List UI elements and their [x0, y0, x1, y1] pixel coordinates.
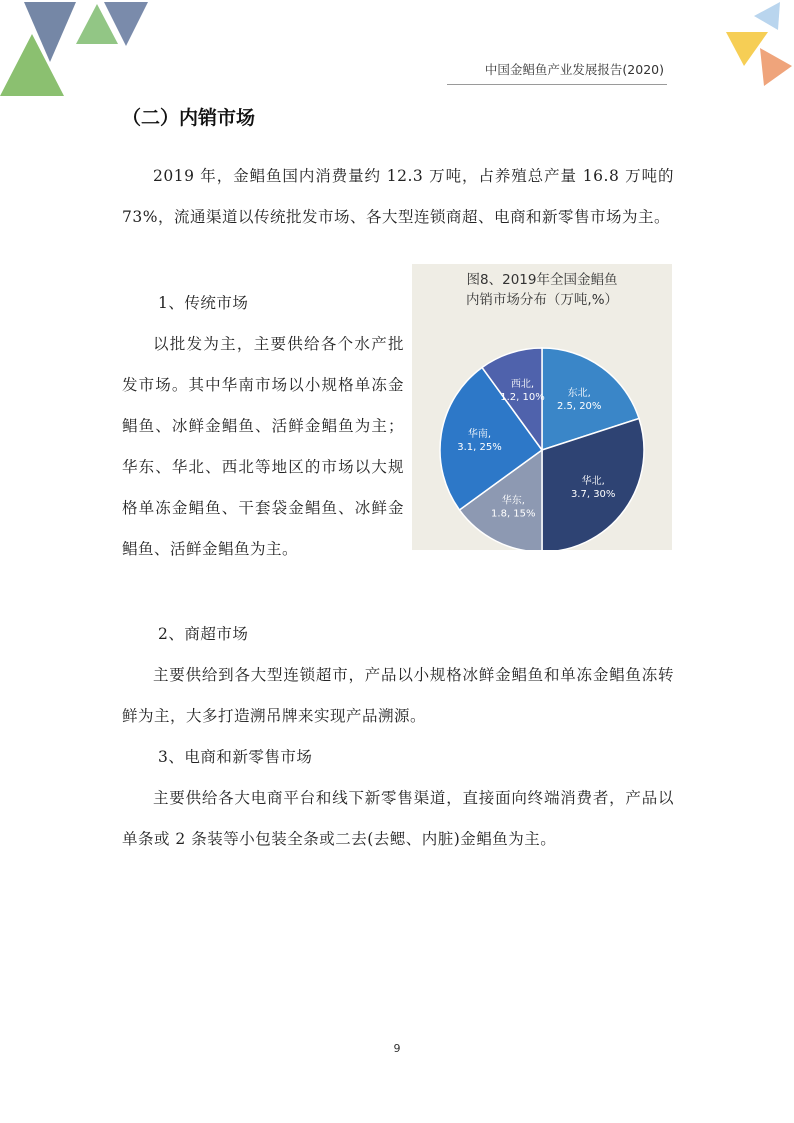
- supermarket-heading: 2、商超市场: [158, 625, 249, 643]
- intro-paragraph: 2019 年，金鲳鱼国内消费量约 12.3 万吨，占养殖总产量 16.8 万吨的 73%，流通渠道以传统批发市场、各大型连锁商超、电商和新零售市场为主。: [122, 167, 674, 226]
- pie-chart: [412, 264, 672, 550]
- page-number: 9: [393, 1042, 401, 1055]
- decorative-triangles: [0, 0, 794, 110]
- chart-title-line-2: 内销市场分布（万吨,%）: [465, 292, 619, 308]
- supermarket-paragraph: 主要供给到各大型连锁超市，产品以小规格冰鲜金鲳鱼和单冻金鲳鱼冻转鲜为主，大多打造溯吊牌来实现产品溯源。: [122, 666, 674, 725]
- traditional-market-heading: 1、传统市场: [158, 294, 249, 312]
- pie-slice-name-4: 西北,: [510, 378, 535, 390]
- ecommerce-heading: 3、电商和新零售市场: [158, 748, 313, 766]
- pie-slice-name-3: 华南,: [467, 429, 492, 441]
- traditional-market-paragraph: 以批发为主，主要供给各个水产批发市场。其中华南市场以小规格单冻金鲳鱼、冰鲜金鲳鱼、活鲜金鲳鱼为主；华东、华北、西北等地区的市场以大规格单冻金鲳鱼、干套袋金鲳鱼、冰鲜金鲳鱼、活鲜金鲳鱼为主。: [122, 335, 404, 558]
- ecommerce-paragraph: 主要供给各大电商平台和线下新零售渠道，直接面向终端消费者，产品以单条或 2 条装等小包装全条或二去(去鳃、内脏)金鲳鱼为主。: [122, 789, 674, 848]
- header-rule: [447, 84, 667, 85]
- triangle-orange: [760, 48, 792, 86]
- chart-title-line-1: 图8、2019年全国金鲳鱼: [466, 272, 618, 288]
- pie-slice-name-0: 东北,: [567, 387, 591, 399]
- triangle-lightblue: [754, 2, 780, 30]
- pie-chart-figure: [412, 264, 672, 550]
- pie-slice-name-2: 华东,: [501, 495, 525, 507]
- pie-slice-value-0: 2.5, 20%: [556, 400, 602, 412]
- pie-slice-value-2: 1.8, 15%: [491, 508, 536, 520]
- pie-slice-value-3: 3.1, 25%: [457, 442, 502, 454]
- pie-slice-name-1: 华北,: [581, 476, 605, 488]
- pie-slice-value-4: 1.2, 10%: [500, 391, 545, 403]
- pie-slice-value-1: 3.7, 30%: [570, 489, 616, 501]
- section-heading: （二）内销市场: [122, 107, 256, 129]
- running-header: 中国金鲳鱼产业发展报告(2020): [484, 62, 664, 77]
